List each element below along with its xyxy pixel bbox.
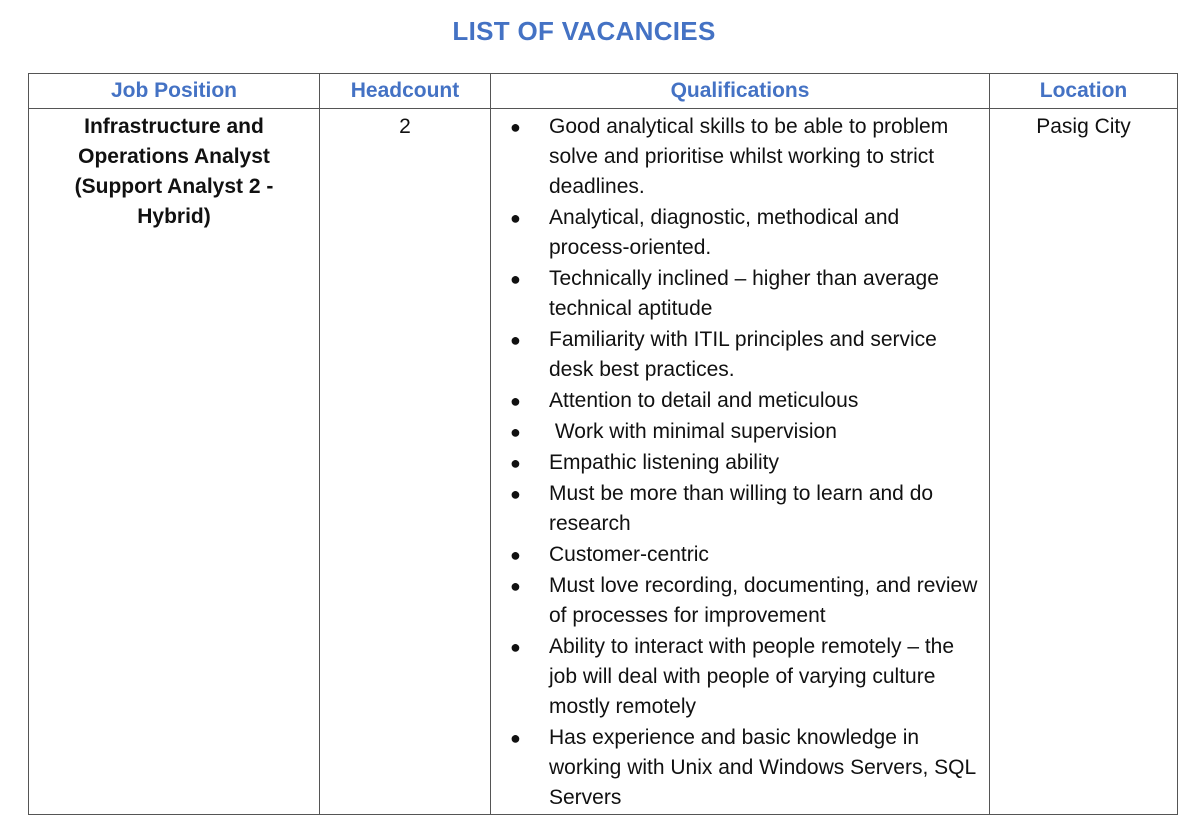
list-item xyxy=(491,203,983,263)
header-qualifications: Qualifications xyxy=(491,74,990,109)
qualification-text: Has experience and basic knowledge in working with Unix and Windows Servers, SQL Servers xyxy=(549,726,976,809)
qualification-text: Empathic listening ability xyxy=(549,451,779,474)
list-item xyxy=(491,723,983,813)
qualifications-list xyxy=(491,112,983,813)
headcount-cell: 2 xyxy=(320,109,491,815)
header-job-position: Job Position xyxy=(29,74,320,109)
bullet-icon: ● xyxy=(510,484,521,504)
bullet-icon: ● xyxy=(510,330,521,350)
qualifications-cell xyxy=(491,109,990,815)
qualification-text: Familiarity with ITIL principles and service desk best practices. xyxy=(549,328,937,381)
qualification-text: Analytical, diagnostic, methodical and process-oriented. xyxy=(549,206,900,259)
bullet-icon: ● xyxy=(510,422,521,442)
qualification-text: Must be more than willing to learn and do research xyxy=(549,482,934,535)
page-title: LIST OF VACANCIES xyxy=(452,16,716,46)
bullet-icon: ● xyxy=(510,117,521,137)
job-position-cell: Infrastructure and Operations Analyst (Support Analyst 2 - Hybrid) xyxy=(29,109,320,815)
bullet-icon: ● xyxy=(510,208,521,228)
qualification-text: Good analytical skills to be able to problem solve and prioritise whilst working to strict deadlines. xyxy=(549,115,949,198)
qualification-text: Must love recording, documenting, and review of processes for improvement xyxy=(549,574,978,627)
list-item xyxy=(491,632,983,722)
bullet-icon: ● xyxy=(510,576,521,596)
list-item xyxy=(491,540,983,570)
bullet-icon: ● xyxy=(510,269,521,289)
list-item xyxy=(491,325,983,385)
qualification-text: Work with minimal supervision xyxy=(549,420,837,443)
qualification-text: Ability to interact with people remotely – the job will deal with people of varying culture mostly remotely xyxy=(549,635,955,718)
qualification-text: Attention to detail and meticulous xyxy=(549,389,859,412)
bullet-icon: ● xyxy=(510,545,521,565)
list-item xyxy=(491,112,983,202)
bullet-icon: ● xyxy=(510,453,521,473)
list-item xyxy=(491,264,983,324)
qualification-text: Customer-centric xyxy=(549,543,709,566)
list-item xyxy=(491,386,983,416)
header-headcount: Headcount xyxy=(320,74,491,109)
vacancies-table xyxy=(28,73,1178,815)
header-location: Location xyxy=(990,74,1178,109)
list-item xyxy=(491,571,983,631)
bullet-icon: ● xyxy=(510,391,521,411)
list-item xyxy=(491,417,983,447)
list-item xyxy=(491,448,983,478)
list-item xyxy=(491,479,983,539)
table-row xyxy=(29,109,1178,815)
location-cell: Pasig City xyxy=(990,109,1178,815)
table-header-row xyxy=(29,74,1178,109)
qualification-text: Technically inclined – higher than average technical aptitude xyxy=(549,267,939,320)
bullet-icon: ● xyxy=(510,728,521,748)
bullet-icon: ● xyxy=(510,637,521,657)
